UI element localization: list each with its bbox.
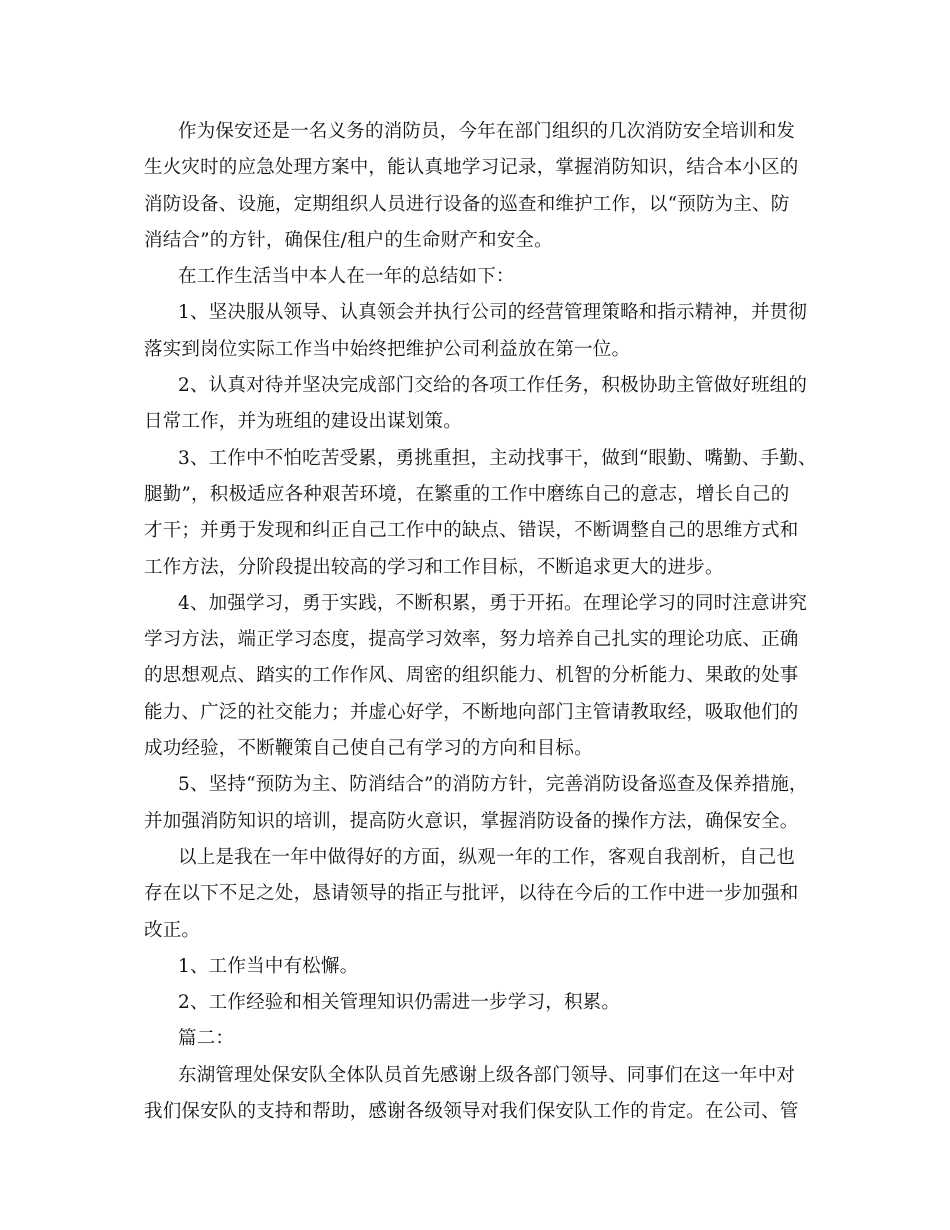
text-line: 4、加强学习，勇于实践，不断积累，勇于开拓。在理论学习的同时注意讲究 <box>178 592 808 614</box>
text-line: 腿勤”，积极适应各种艰苦环境，在繁重的工作中磨练自己的意志，增长自己的 <box>144 483 790 505</box>
text-line: 1、工作当中有松懈。 <box>178 955 359 977</box>
text-line: 改正。 <box>144 919 201 941</box>
text-line: 在工作生活当中本人在一年的总结如下： <box>178 266 515 288</box>
text-line: 落实到岗位实际工作当中始终把维护公司利益放在第一位。 <box>144 338 631 360</box>
document-body <box>144 114 824 1130</box>
text-line: 才干；并勇于发现和纠正自己工作中的缺点、错误，不断调整自己的思维方式和 <box>144 520 799 542</box>
text-line: 能力、广泛的社交能力；并虚心好学，不断地向部门主管请教取经，吸取他们的 <box>144 701 799 723</box>
text-line: 东湖管理处保安队全体队员首先感谢上级各部门领导、同事们在这一年中对 <box>178 1064 796 1086</box>
text-line: 存在以下不足之处，恳请领导的指正与批评，以待在今后的工作中进一步加强和 <box>144 883 799 905</box>
text-line: 以上是我在一年中做得好的方面，纵观一年的工作，客观自我剖析，自己也 <box>178 846 796 868</box>
text-line: 并加强消防知识的培训，提高防火意识，掌握消防设备的操作方法，确保安全。 <box>144 810 799 832</box>
text-line: 作为保安还是一名义务的消防员，今年在部门组织的几次消防安全培训和发 <box>178 121 796 142</box>
text-line: 2、认真对待并坚决完成部门交给的各项工作任务，积极协助主管做好班组的 <box>178 375 808 397</box>
text-line: 1、坚决服从领导、认真领会并执行公司的经营管理策略和指示精神，并贯彻 <box>178 302 808 324</box>
text-line: 消结合”的方针，确保住/租户的生命财产和安全。 <box>144 229 553 251</box>
text-line: 成功经验，不断鞭策自己使自己有学习的方向和目标。 <box>144 738 593 760</box>
text-line: 工作方法，分阶段提出较高的学习和工作目标，不断追求更大的进步。 <box>144 556 724 578</box>
text-line: 3、工作中不怕吃苦受累，勇挑重担，主动找事干，做到“眼勤、嘴勤、手勤、 <box>178 447 817 469</box>
text-line: 生火灾时的应急处理方案中，能认真地学习记录，掌握消防知识，结合本小区的 <box>144 157 799 179</box>
text-line: 消防设备、设施，定期组织人员进行设备的巡查和维护工作，以“预防为主、防 <box>144 193 790 215</box>
text-line: 我们保安队的支持和帮助，感谢各级领导对我们保安队工作的肯定。在公司、管 <box>144 1101 799 1123</box>
text-line: 学习方法，端正学习态度，提高学习效率，努力培养自己扎实的理论功底、正确 <box>144 629 799 651</box>
text-line: 日常工作，并为班组的建设出谋划策。 <box>144 411 462 433</box>
text-line: 的思想观点、踏实的工作作风、周密的组织能力、机智的分析能力、果敢的处事 <box>144 665 799 687</box>
text-line: 5、坚持“预防为主、防消结合”的消防方针，完善消防设备巡查及保养措施， <box>178 774 808 796</box>
text-line: 2、工作经验和相关管理知识仍需进一步学习，积累。 <box>178 992 621 1014</box>
text-line: 篇二： <box>178 1028 235 1050</box>
